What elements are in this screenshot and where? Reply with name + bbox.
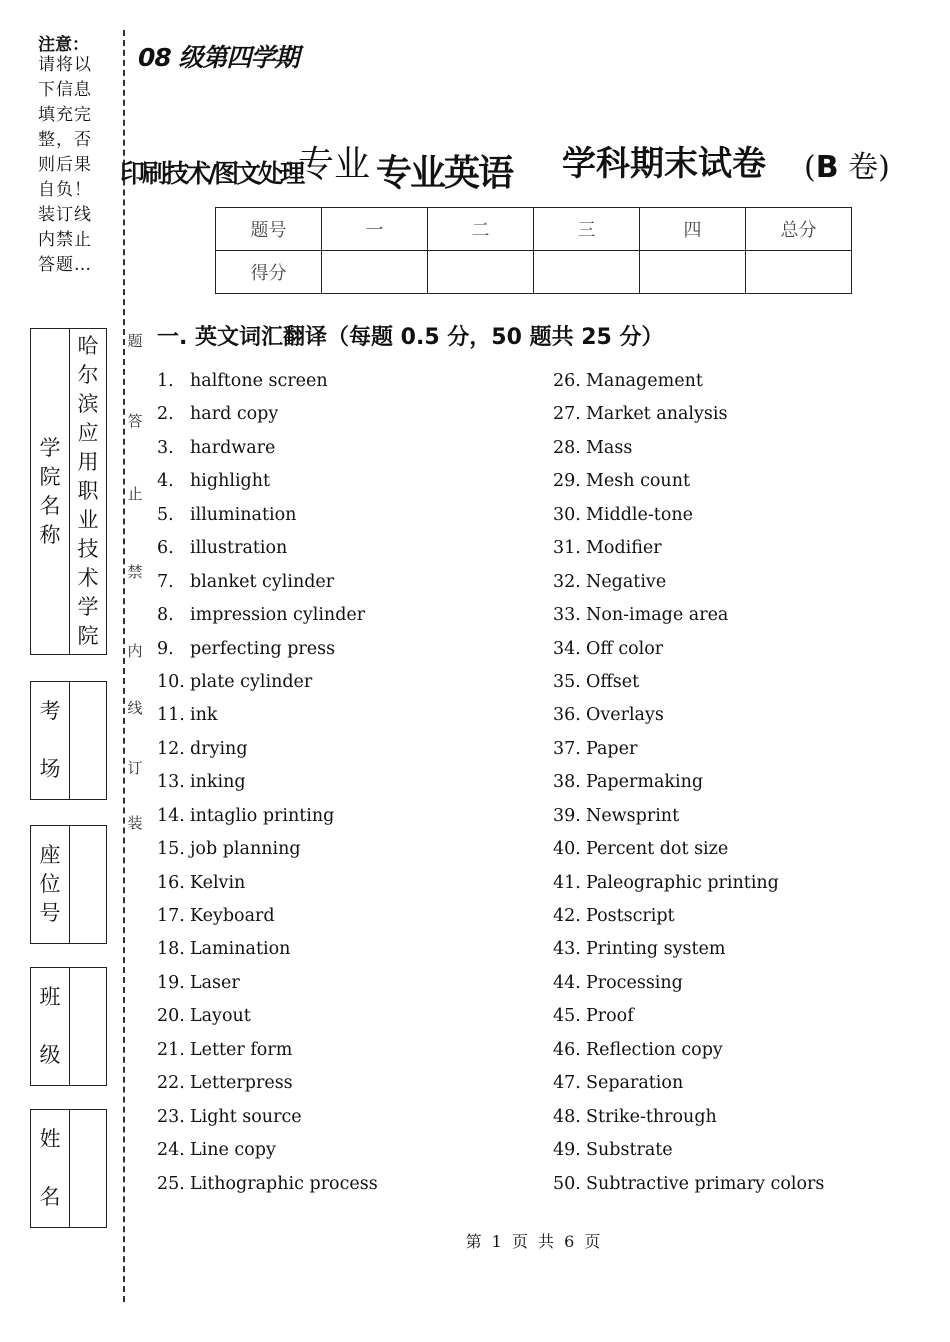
vocab-item	[157, 699, 537, 732]
score-input-cell[interactable]	[428, 251, 534, 294]
student-name-box	[30, 1109, 107, 1228]
notice-text: 请将以下信息填充完整，否则后果自负！装订线内禁止答题…	[38, 55, 92, 275]
score-input-cell[interactable]	[322, 251, 428, 294]
vocab-term: Negative	[586, 571, 667, 592]
value-char: 职	[77, 479, 99, 503]
binding-char: 装	[127, 814, 143, 832]
vocab-number: 4.	[157, 471, 174, 492]
vocab-item	[553, 967, 933, 1000]
vocab-item	[553, 566, 933, 599]
exam-title	[120, 132, 940, 192]
vocab-item	[157, 967, 537, 1000]
vocab-term: Modifier	[586, 538, 662, 559]
vocab-term: Mesh count	[586, 471, 691, 492]
vocab-number: 15.	[157, 839, 185, 860]
vocab-number: 45.	[553, 1006, 581, 1027]
vocab-number: 10.	[157, 671, 185, 692]
vocab-item	[157, 398, 537, 431]
score-header-cell: 四	[640, 208, 746, 251]
exam-room-label	[31, 682, 70, 799]
vocab-number: 1.	[157, 371, 174, 391]
vocab-term: Middle-tone	[586, 504, 693, 525]
vocab-item	[553, 499, 933, 532]
vocab-term: Line copy	[190, 1140, 276, 1161]
vocab-item	[553, 633, 933, 666]
vocab-term: Layout	[190, 1006, 251, 1027]
subject-exam-label: 学科期末试卷	[562, 144, 766, 184]
vocab-item	[157, 1067, 537, 1100]
class-label	[31, 968, 70, 1085]
vocab-term: Papermaking	[586, 772, 704, 793]
label-char: 名	[39, 493, 61, 518]
vocab-column-left	[157, 365, 537, 1201]
vocab-item	[157, 800, 537, 833]
vocab-term: blanket cylinder	[190, 571, 335, 592]
vocab-item	[157, 1168, 537, 1201]
vocab-item	[553, 733, 933, 766]
vocab-number: 7.	[157, 571, 174, 592]
vocab-term: Letterpress	[190, 1073, 293, 1094]
exam-room-field[interactable]	[70, 682, 106, 799]
vocab-number: 17.	[157, 906, 185, 926]
vocab-number: 50.	[553, 1173, 581, 1194]
major-name: 印刷技术/图文处理	[120, 159, 303, 188]
seat-number-label	[31, 826, 70, 943]
vocab-number: 43.	[553, 939, 581, 960]
vocab-number: 38.	[553, 772, 581, 793]
vocab-number: 8.	[157, 605, 174, 626]
vocab-term: Substrate	[586, 1140, 673, 1161]
vocab-term: Overlays	[586, 705, 664, 726]
vocab-term: Management	[586, 371, 703, 391]
section-title: 一. 英文词汇翻译（每题 0.5 分，50 题共 25 分）	[157, 325, 664, 350]
vocab-item	[553, 465, 933, 498]
vocab-term: Off color	[586, 638, 664, 659]
vocab-term: Laser	[190, 972, 240, 993]
vocab-number: 22.	[157, 1073, 185, 1094]
value-char: 业	[77, 508, 99, 532]
vocab-item	[157, 465, 537, 498]
vocab-item	[553, 933, 933, 966]
vocab-term: Non-image area	[586, 605, 729, 626]
vocab-item	[157, 633, 537, 666]
value-char: 学	[77, 595, 99, 619]
vocab-number: 14.	[157, 805, 185, 826]
value-char: 技	[77, 537, 99, 561]
value-char: 应	[77, 421, 99, 445]
vocab-item	[553, 432, 933, 465]
vocab-number: 2.	[157, 404, 174, 425]
vocab-term: impression cylinder	[190, 605, 366, 626]
vocab-number: 9.	[157, 638, 174, 659]
vocab-number: 12.	[157, 738, 185, 759]
binding-char: 答	[127, 412, 143, 430]
vocab-number: 44.	[553, 972, 581, 993]
score-input-cell[interactable]	[534, 251, 640, 294]
vocab-term: ink	[190, 705, 218, 726]
vocab-item	[553, 599, 933, 632]
seat-number-box	[30, 825, 107, 944]
vocab-number: 48.	[553, 1106, 581, 1127]
binding-char: 禁	[127, 563, 143, 581]
course-name: 专业英语	[376, 153, 513, 194]
vocab-term: perfecting press	[190, 638, 336, 659]
vocab-term: Lamination	[190, 939, 291, 960]
score-input-cell[interactable]	[640, 251, 746, 294]
vocab-term: halftone screen	[190, 371, 328, 391]
score-table-score-row	[216, 251, 852, 294]
vocab-item	[553, 532, 933, 565]
vocab-number: 5.	[157, 504, 174, 525]
vocab-item	[157, 900, 537, 933]
vocab-number: 47.	[553, 1073, 581, 1094]
vocab-term: Postscript	[586, 906, 675, 926]
score-header-cell: 二	[428, 208, 534, 251]
vocab-term: highlight	[190, 471, 271, 492]
label-char: 号	[39, 901, 61, 925]
vocab-number: 46.	[553, 1039, 581, 1060]
vocab-term: Mass	[586, 437, 633, 458]
vocab-number: 32.	[553, 571, 581, 592]
vocab-term: Processing	[586, 972, 683, 993]
binding-char: 止	[127, 485, 143, 503]
vocab-item	[157, 1101, 537, 1134]
vocab-item	[553, 1000, 933, 1033]
label-char: 考	[39, 699, 61, 723]
vocab-term: Percent dot size	[586, 839, 729, 860]
vocab-number: 6.	[157, 538, 174, 559]
vocab-term: illumination	[190, 504, 297, 525]
vocab-number: 33.	[553, 605, 581, 626]
vocab-term: Newsprint	[586, 805, 680, 826]
vocab-number: 40.	[553, 839, 581, 860]
vocab-term: Printing system	[586, 939, 726, 960]
vocab-term: hardware	[190, 437, 276, 458]
vocab-item	[553, 766, 933, 799]
vocab-number: 36.	[553, 705, 581, 726]
exam-room-box	[30, 681, 107, 800]
page-footer: 第 1 页 共 6 页	[465, 1232, 601, 1251]
vocab-number: 29.	[553, 471, 581, 492]
vocab-term: illustration	[190, 538, 288, 559]
vocab-term: Light source	[190, 1106, 302, 1127]
vocab-item	[157, 1000, 537, 1033]
label-char: 位	[39, 872, 61, 896]
vocab-number: 25.	[157, 1173, 185, 1194]
score-header-cell: 三	[534, 208, 640, 251]
college-name-box	[30, 328, 107, 655]
student-name-field[interactable]	[70, 1110, 106, 1227]
vocab-term: hard copy	[190, 404, 279, 425]
vocab-item	[157, 1034, 537, 1067]
vocab-number: 23.	[157, 1106, 185, 1127]
binding-char: 内	[127, 642, 143, 660]
vocab-number: 3.	[157, 437, 174, 458]
vocab-item	[157, 766, 537, 799]
vocab-item	[553, 800, 933, 833]
vocab-term: Strike-through	[586, 1106, 717, 1127]
vocab-term: Market analysis	[586, 404, 728, 425]
vocab-number: 16.	[157, 872, 185, 893]
vocab-item	[553, 867, 933, 900]
vocab-term: intaglio printing	[190, 805, 335, 826]
label-char: 班	[39, 985, 61, 1009]
vocab-number: 20.	[157, 1006, 185, 1027]
vocab-item	[157, 599, 537, 632]
score-table-header-row	[216, 208, 852, 251]
vocab-item	[553, 1134, 933, 1167]
vocab-number: 24.	[157, 1140, 185, 1161]
vocab-item	[553, 666, 933, 699]
binding-char: 线	[127, 699, 143, 717]
vocab-term: Separation	[586, 1073, 684, 1094]
vocab-item	[157, 867, 537, 900]
label-char: 场	[39, 757, 61, 781]
major-suffix: 专业	[298, 144, 371, 185]
vocab-number: 49.	[553, 1140, 581, 1161]
class-field[interactable]	[70, 968, 106, 1085]
vocab-item	[553, 900, 933, 933]
value-char: 哈	[77, 334, 99, 358]
vocab-number: 37.	[553, 738, 581, 759]
value-char: 滨	[77, 392, 99, 416]
vocab-term: plate cylinder	[190, 671, 313, 692]
vocab-item	[157, 1134, 537, 1167]
vocab-item	[553, 699, 933, 732]
vocab-item	[157, 499, 537, 532]
vocab-term: inking	[190, 772, 246, 793]
paper-version: (B 卷)	[804, 150, 890, 185]
label-char: 称	[39, 522, 61, 547]
vocab-term: Letter form	[190, 1039, 293, 1060]
vocab-number: 31.	[553, 538, 581, 559]
vocab-item	[553, 1101, 933, 1134]
score-header-cell: 一	[322, 208, 428, 251]
vocab-number: 28.	[553, 437, 581, 458]
vocab-column-right	[553, 365, 933, 1201]
value-char: 术	[77, 566, 99, 590]
value-char: 尔	[77, 363, 99, 387]
label-char: 级	[39, 1043, 61, 1067]
vocab-number: 18.	[157, 939, 185, 960]
vocab-term: Offset	[586, 671, 640, 692]
vocab-number: 26.	[553, 371, 581, 391]
label-char: 院	[39, 464, 61, 489]
vocab-item	[157, 532, 537, 565]
vocab-item	[157, 365, 537, 398]
value-char: 用	[77, 450, 99, 474]
binding-line	[123, 30, 125, 1302]
vocab-item	[553, 1168, 933, 1201]
vocab-number: 42.	[553, 906, 581, 926]
vocab-number: 19.	[157, 972, 185, 993]
vocab-item	[553, 1067, 933, 1100]
notice-heading: 注意：	[38, 35, 89, 55]
college-name-field[interactable]	[70, 329, 106, 654]
vocab-term: drying	[190, 738, 248, 759]
score-header-cell: 总分	[746, 208, 852, 251]
binding-char: 题	[127, 332, 143, 350]
vocab-number: 11.	[157, 705, 185, 726]
vocab-item	[157, 933, 537, 966]
label-char: 学	[39, 435, 61, 460]
vocab-number: 35.	[553, 671, 581, 692]
vocab-item	[157, 666, 537, 699]
vocab-item	[553, 398, 933, 431]
vocab-term: Kelvin	[190, 872, 246, 893]
vocab-number: 21.	[157, 1039, 185, 1060]
vocab-term: Proof	[586, 1006, 634, 1027]
label-char: 座	[39, 843, 61, 867]
vocab-number: 30.	[553, 504, 581, 525]
college-name-label	[31, 329, 70, 654]
vocab-number: 34.	[553, 638, 581, 659]
vocab-item	[157, 733, 537, 766]
semester-label: 08 级第四学期	[138, 43, 299, 72]
vocab-item	[157, 833, 537, 866]
value-char: 院	[77, 624, 99, 648]
label-char: 姓	[39, 1127, 61, 1151]
vocab-term: Paleographic printing	[586, 872, 779, 893]
vocab-number: 39.	[553, 805, 581, 826]
vocab-term: Keyboard	[190, 906, 275, 926]
score-table	[215, 207, 852, 294]
score-header-cell: 题号	[216, 208, 322, 251]
vocab-item	[553, 1034, 933, 1067]
vocab-item	[553, 833, 933, 866]
vocab-number: 41.	[553, 872, 581, 893]
score-input-cell[interactable]	[746, 251, 852, 294]
vocab-item	[157, 432, 537, 465]
vocab-term: job planning	[190, 839, 301, 860]
student-name-label	[31, 1110, 70, 1227]
vocab-item	[157, 566, 537, 599]
vocab-term: Lithographic process	[190, 1173, 378, 1194]
vocab-item	[553, 365, 933, 398]
vocab-term: Subtractive primary colors	[586, 1173, 825, 1194]
score-row-label: 得分	[216, 251, 322, 294]
label-char: 名	[39, 1185, 61, 1209]
binding-char: 订	[127, 759, 143, 777]
vocab-term: Reflection copy	[586, 1039, 723, 1060]
vocab-term: Paper	[586, 738, 638, 759]
vocab-number: 13.	[157, 772, 185, 793]
vocab-number: 27.	[553, 404, 581, 425]
seat-number-field[interactable]	[70, 826, 106, 943]
class-box	[30, 967, 107, 1086]
